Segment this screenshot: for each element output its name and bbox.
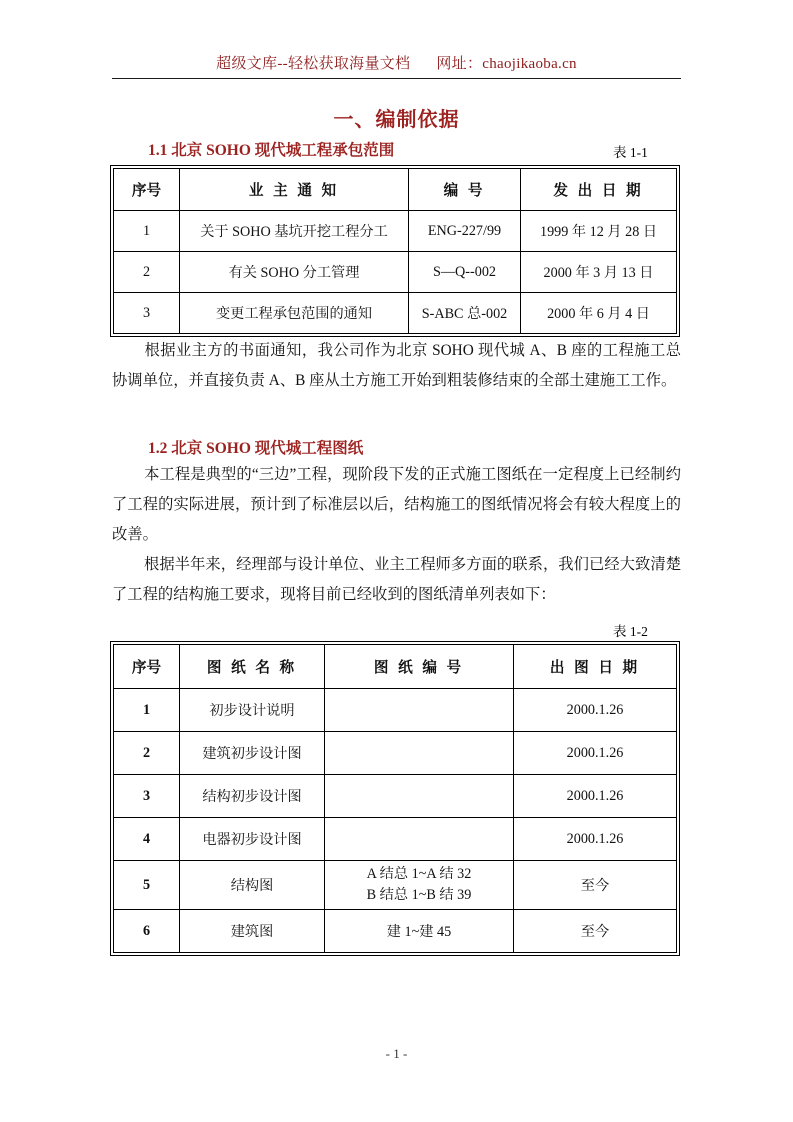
col-header-drawing-name: 图 纸 名 称	[180, 645, 325, 689]
cell-no: 3	[114, 293, 180, 334]
table-row	[114, 689, 677, 732]
cell-notice: 有关 SOHO 分工管理	[180, 252, 409, 293]
col-header-drawing-code: 图 纸 编 号	[325, 645, 514, 689]
cell-code: S—Q--002	[409, 252, 521, 293]
table-1-1-grid	[113, 168, 677, 334]
table-row	[114, 293, 677, 334]
cell-drawing-code	[325, 689, 514, 732]
cell-no: 6	[114, 910, 180, 953]
paragraph-2-text: 本工程是典型的“三边”工程，现阶段下发的正式施工图纸在一定程度上已经制约了工程的实际进展，预计到了标准层以后，结构施工的图纸情况将会有较大程度上的改善。	[112, 466, 681, 543]
table-caption-1-2: 表 1-2	[613, 624, 648, 639]
page-title: 一、编制依据	[333, 109, 460, 131]
cell-drawing-name: 结构初步设计图	[180, 775, 325, 818]
cell-no: 1	[114, 211, 180, 252]
page-number-footer: - 1 -	[385, 1046, 408, 1061]
cell-drawing-code-line-2: B 结总 1~B 结 39	[366, 887, 472, 903]
paragraph-2	[112, 460, 681, 550]
cell-drawing-code	[325, 732, 514, 775]
cell-drawing-code	[325, 775, 514, 818]
cell-date: 1999 年 12 月 28 日	[521, 211, 677, 252]
col-header-date: 发 出 日 期	[521, 169, 677, 211]
table-1-2	[110, 641, 680, 956]
table-row	[114, 861, 677, 910]
cell-drawing-name: 结构图	[180, 861, 325, 910]
section-heading-1-1: 1.1 北京 SOHO 现代城工程承包范围	[148, 142, 395, 159]
table-1-1	[110, 165, 680, 337]
cell-no: 2	[114, 252, 180, 293]
paragraph-1-text: 根据业主方的书面通知，我公司作为北京 SOHO 现代城 A、B 座的工程施工总协调单位，并直接负责 A、B 座从土方施工开始到粗装修结束的全部土建施工工作。	[112, 342, 681, 389]
cell-notice: 变更工程承包范围的通知	[180, 293, 409, 334]
table-row	[114, 252, 677, 293]
table-row	[114, 211, 677, 252]
header-divider-rule	[112, 78, 681, 79]
masthead-url-label: 网址：	[436, 56, 483, 72]
masthead-url: chaojikaoba.cn	[482, 56, 577, 72]
col-header-no: 序号	[114, 169, 180, 211]
masthead-site-text: 超级文库--轻松获取海量文档	[216, 56, 411, 72]
cell-notice: 关于 SOHO 基坑开挖工程分工	[180, 211, 409, 252]
col-header-notice: 业 主 通 知	[180, 169, 409, 211]
table-header-row	[114, 645, 677, 689]
paragraph-3	[112, 550, 681, 610]
cell-drawing-code-line-1: A 结总 1~A 结 32	[366, 866, 472, 882]
col-header-issue-date: 出 图 日 期	[514, 645, 677, 689]
cell-drawing-name: 初步设计说明	[180, 689, 325, 732]
table-row	[114, 775, 677, 818]
cell-issue-date: 2000.1.26	[514, 775, 677, 818]
cell-issue-date: 至今	[514, 861, 677, 910]
table-caption-1-1: 表 1-1	[613, 145, 648, 160]
cell-drawing-code	[325, 818, 514, 861]
cell-drawing-name: 建筑初步设计图	[180, 732, 325, 775]
cell-issue-date: 2000.1.26	[514, 689, 677, 732]
cell-issue-date: 至今	[514, 910, 677, 953]
cell-issue-date: 2000.1.26	[514, 732, 677, 775]
cell-no: 3	[114, 775, 180, 818]
cell-drawing-code: 建 1~建 45	[325, 910, 514, 953]
table-row	[114, 910, 677, 953]
col-header-no: 序号	[114, 645, 180, 689]
cell-no: 5	[114, 861, 180, 910]
cell-code: S-ABC 总-002	[409, 293, 521, 334]
cell-no: 1	[114, 689, 180, 732]
cell-issue-date: 2000.1.26	[514, 818, 677, 861]
table-header-row	[114, 169, 677, 211]
paragraph-3-text: 根据半年来，经理部与设计单位、业主工程师多方面的联系，我们已经大致清楚了工程的结构施工要求，现将目前已经收到的图纸清单列表如下：	[112, 556, 681, 603]
cell-drawing-name: 电器初步设计图	[180, 818, 325, 861]
cell-no: 4	[114, 818, 180, 861]
section-heading-1-2: 1.2 北京 SOHO 现代城工程图纸	[148, 440, 364, 457]
table-row	[114, 818, 677, 861]
paragraph-1	[112, 336, 681, 396]
cell-code: ENG-227/99	[409, 211, 521, 252]
table-1-2-grid	[113, 644, 677, 953]
cell-date: 2000 年 3 月 13 日	[521, 252, 677, 293]
page-masthead	[112, 52, 681, 73]
cell-drawing-code	[325, 861, 514, 910]
cell-no: 2	[114, 732, 180, 775]
table-row	[114, 732, 677, 775]
col-header-code: 编 号	[409, 169, 521, 211]
cell-date: 2000 年 6 月 4 日	[521, 293, 677, 334]
cell-drawing-name: 建筑图	[180, 910, 325, 953]
